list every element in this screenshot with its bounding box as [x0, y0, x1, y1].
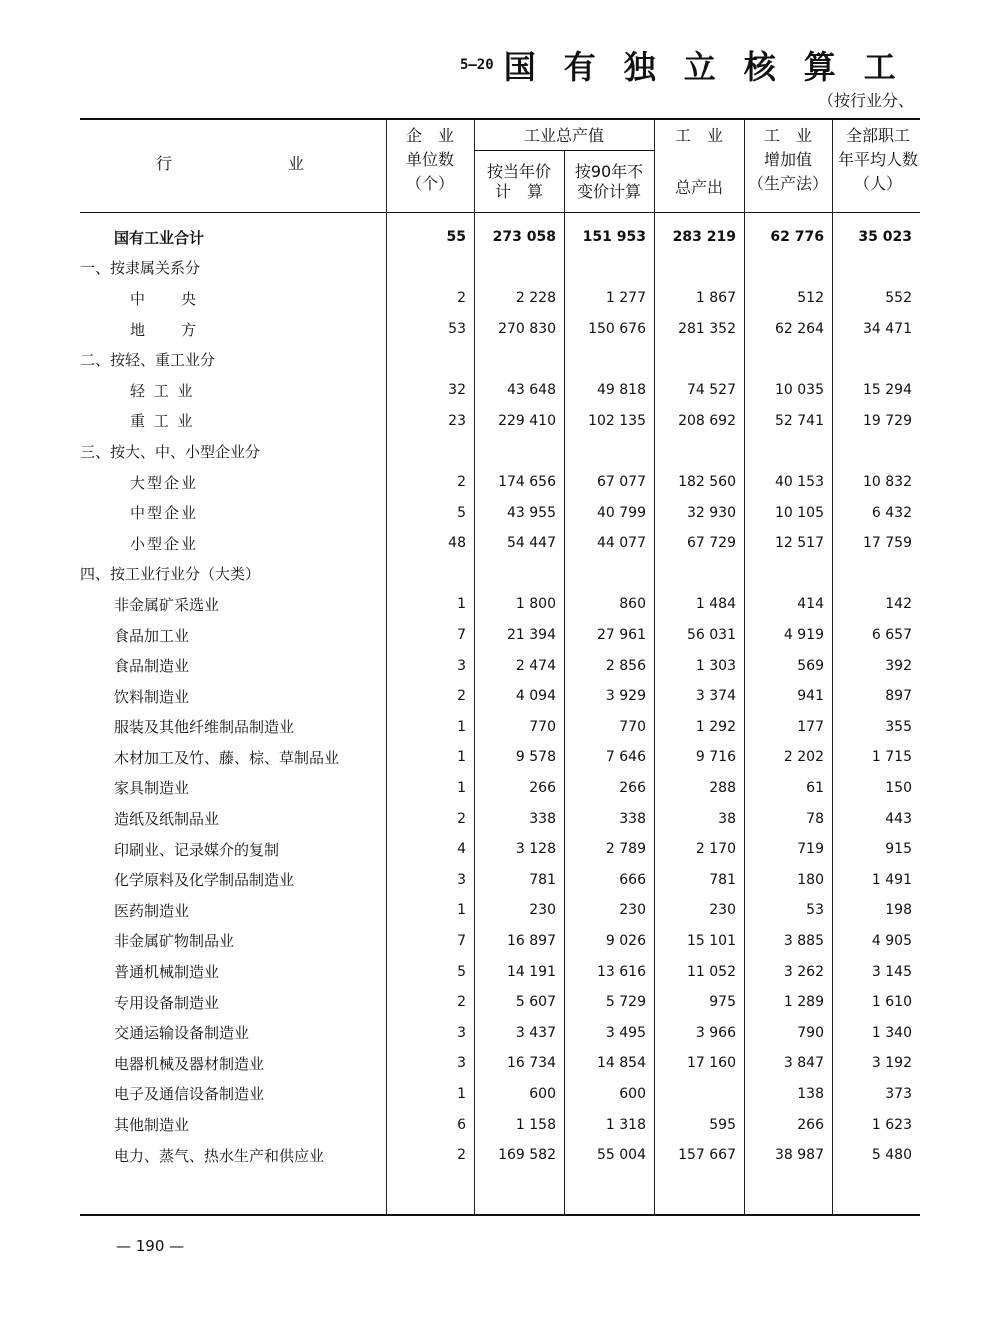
table-row [80, 1079, 920, 1110]
row-value: 1 [457, 1085, 466, 1102]
header-gross-current-line: 按当年价 [486, 162, 551, 181]
table-row [80, 1017, 920, 1048]
header-units [386, 124, 474, 196]
row-label: 地 方 [130, 320, 199, 339]
row-value: 781 [529, 871, 556, 888]
row-value: 266 [619, 779, 646, 796]
row-value: 3 128 [515, 841, 556, 858]
row-value: 600 [619, 1085, 646, 1102]
row-value: 11 052 [687, 963, 736, 980]
row-value: 174 656 [498, 474, 556, 491]
row-value: 56 031 [687, 627, 736, 644]
row-value: 182 560 [678, 474, 736, 491]
row-value: 198 [885, 902, 912, 919]
row-label: 重 工 业 [130, 412, 195, 431]
header-added-value-line: 增加值 [763, 150, 812, 169]
row-value: 138 [797, 1085, 824, 1102]
row-value [654, 1079, 744, 1110]
row-value: 177 [797, 718, 824, 735]
row-value: 288 [709, 779, 736, 796]
row-value [564, 253, 654, 284]
row-value: 1 340 [871, 1024, 912, 1041]
row-value: 180 [797, 871, 824, 888]
row-value: 3 [457, 1055, 466, 1072]
row-value [744, 253, 832, 284]
row-value [564, 559, 654, 590]
row-label: 电子及通信设备制造业 [114, 1085, 265, 1104]
header-employees-line: 年平均人数 [837, 150, 918, 169]
row-label: 化学原料及化学制品制造业 [114, 871, 295, 890]
row-value: 1 484 [695, 596, 736, 613]
row-value: 229 410 [498, 412, 556, 429]
table-row [80, 895, 920, 926]
row-value: 48 [448, 535, 466, 552]
row-label: 大型企业 [130, 473, 199, 492]
row-label: 其他制造业 [114, 1116, 190, 1135]
row-value: 3 145 [871, 963, 912, 980]
table-row [80, 803, 920, 834]
row-value: 2 [457, 290, 466, 307]
row-value: 230 [709, 902, 736, 919]
header-gross-current [474, 162, 564, 202]
row-value: 9 578 [515, 749, 556, 766]
row-value: 897 [885, 688, 912, 705]
row-value [832, 344, 920, 375]
table-row [80, 283, 920, 314]
row-value: 2 789 [605, 841, 646, 858]
row-value: 14 191 [507, 963, 556, 980]
row-value: 32 [448, 382, 466, 399]
table-title [460, 42, 924, 88]
row-value [386, 559, 474, 590]
row-value: 230 [529, 902, 556, 919]
section-row [80, 344, 920, 375]
row-value: 1 292 [695, 718, 736, 735]
row-value: 40 799 [597, 504, 646, 521]
row-value [386, 344, 474, 375]
row-value: 7 646 [605, 749, 646, 766]
row-value: 283 219 [672, 229, 736, 246]
row-value: 790 [797, 1024, 824, 1041]
row-value [744, 344, 832, 375]
row-value: 1 303 [695, 657, 736, 674]
row-value: 3 929 [605, 688, 646, 705]
row-label: 专用设备制造业 [114, 993, 220, 1012]
row-value: 13 616 [597, 963, 646, 980]
row-label: 非金属矿物制品业 [114, 932, 235, 951]
row-value: 1 867 [695, 290, 736, 307]
row-value: 338 [619, 810, 646, 827]
row-value: 2 [457, 474, 466, 491]
row-value: 512 [797, 290, 824, 307]
row-value: 43 955 [507, 504, 556, 521]
row-label: 家具制造业 [114, 779, 190, 798]
row-value: 2 474 [515, 657, 556, 674]
row-value: 49 818 [597, 382, 646, 399]
row-value: 67 077 [597, 474, 646, 491]
row-value [474, 253, 564, 284]
row-value: 55 [446, 229, 466, 246]
row-value: 2 [457, 994, 466, 1011]
row-value: 150 676 [588, 321, 646, 338]
header-gross-constant [564, 162, 654, 202]
row-value: 3 847 [783, 1055, 824, 1072]
table-row [80, 406, 920, 437]
row-label: 三、按大、中、小型企业分 [80, 442, 261, 461]
row-value: 1 610 [871, 994, 912, 1011]
row-value: 1 289 [783, 994, 824, 1011]
row-value: 1 277 [605, 290, 646, 307]
table-row [80, 620, 920, 651]
row-value: 62 776 [770, 229, 824, 246]
table-row [80, 1109, 920, 1140]
header-employees-line: （人） [853, 174, 902, 193]
row-value: 414 [797, 596, 824, 613]
row-value [474, 436, 564, 467]
row-value: 27 961 [597, 627, 646, 644]
row-value: 1 158 [515, 1116, 556, 1133]
row-value: 3 495 [605, 1024, 646, 1041]
row-value: 552 [885, 290, 912, 307]
row-value: 1 715 [871, 749, 912, 766]
row-value [564, 436, 654, 467]
row-label: 非金属矿采选业 [114, 595, 220, 614]
row-value: 34 471 [863, 321, 912, 338]
row-value: 19 729 [863, 412, 912, 429]
row-value: 1 [457, 749, 466, 766]
row-value: 14 854 [597, 1055, 646, 1072]
row-value: 1 623 [871, 1116, 912, 1133]
row-value: 4 [457, 841, 466, 858]
row-value: 4 094 [515, 688, 556, 705]
row-value [832, 253, 920, 284]
table-row [80, 834, 920, 865]
row-value: 2 228 [515, 290, 556, 307]
table-row [80, 1048, 920, 1079]
row-value [386, 253, 474, 284]
table-row [80, 987, 920, 1018]
header-industry: 行 业 [155, 154, 310, 173]
row-value: 266 [797, 1116, 824, 1133]
row-value: 1 [457, 596, 466, 613]
row-value: 666 [619, 871, 646, 888]
row-value: 3 262 [783, 963, 824, 980]
row-label: 印刷业、记录媒介的复制 [114, 840, 280, 859]
row-value: 40 153 [775, 474, 824, 491]
row-label: 国有工业合计 [114, 228, 205, 247]
row-value: 15 294 [863, 382, 912, 399]
row-value: 2 [457, 1147, 466, 1164]
header-units-line: （个） [405, 174, 454, 193]
total-row [80, 222, 920, 253]
row-value [654, 559, 744, 590]
table-row [80, 589, 920, 620]
row-value: 1 318 [605, 1116, 646, 1133]
row-value: 10 105 [775, 504, 824, 521]
row-value: 2 856 [605, 657, 646, 674]
header-units-line: 单位数 [405, 150, 454, 169]
header-added-value [744, 124, 832, 196]
row-label: 普通机械制造业 [114, 963, 220, 982]
row-value: 10 832 [863, 474, 912, 491]
row-value: 3 192 [871, 1055, 912, 1072]
row-value: 4 905 [871, 932, 912, 949]
row-value: 7 [457, 627, 466, 644]
row-label: 服装及其他纤维制品制造业 [114, 718, 295, 737]
row-label: 医药制造业 [114, 901, 190, 920]
row-value: 74 527 [687, 382, 736, 399]
row-label: 电器机械及器材制造业 [114, 1054, 265, 1073]
row-value [386, 436, 474, 467]
row-value: 2 202 [783, 749, 824, 766]
row-value: 4 919 [783, 627, 824, 644]
row-label: 一、按隶属关系分 [80, 259, 201, 278]
row-value: 12 517 [775, 535, 824, 552]
row-value: 16 734 [507, 1055, 556, 1072]
header-added-value-line: 工 业 [763, 126, 812, 145]
row-value: 975 [709, 994, 736, 1011]
row-value: 392 [885, 657, 912, 674]
row-value: 3 885 [783, 932, 824, 949]
row-value: 273 058 [492, 229, 556, 246]
row-value: 7 [457, 932, 466, 949]
row-value: 10 035 [775, 382, 824, 399]
table-number: 5—20 [460, 57, 494, 73]
row-value: 5 607 [515, 994, 556, 1011]
row-value: 5 729 [605, 994, 646, 1011]
row-value: 1 [457, 718, 466, 735]
row-value: 102 135 [588, 412, 646, 429]
table-subtitle: （按行业分、 [818, 91, 915, 110]
row-value: 21 394 [507, 627, 556, 644]
row-value: 54 447 [507, 535, 556, 552]
table-row [80, 773, 920, 804]
header-employees [832, 124, 924, 196]
row-value: 61 [806, 779, 824, 796]
row-value: 6 432 [871, 504, 912, 521]
row-value: 16 897 [507, 932, 556, 949]
header-sales [654, 124, 744, 200]
header-gross-constant-line: 变价计算 [576, 182, 641, 201]
row-value: 2 [457, 810, 466, 827]
row-value: 1 491 [871, 871, 912, 888]
row-value [832, 559, 920, 590]
row-value: 23 [448, 412, 466, 429]
row-value: 38 [718, 810, 736, 827]
row-value: 281 352 [678, 321, 736, 338]
row-value: 1 [457, 779, 466, 796]
row-value [744, 436, 832, 467]
section-row [80, 436, 920, 467]
header-units-line: 企 业 [405, 126, 454, 145]
header-gross-output: 工业总产值 [523, 126, 604, 145]
row-label: 小型企业 [130, 534, 199, 553]
table-row [80, 681, 920, 712]
row-value: 230 [619, 902, 646, 919]
header-gross-constant-line: 按90年不 [574, 162, 644, 181]
row-value: 3 [457, 1024, 466, 1041]
row-label: 食品加工业 [114, 626, 190, 645]
row-value: 151 953 [582, 229, 646, 246]
row-label: 造纸及纸制品业 [114, 810, 220, 829]
table-row [80, 650, 920, 681]
table-row [80, 528, 920, 559]
row-label: 中 央 [130, 289, 199, 308]
row-value: 142 [885, 596, 912, 613]
row-value: 6 657 [871, 627, 912, 644]
row-value: 595 [709, 1116, 736, 1133]
row-value: 52 741 [775, 412, 824, 429]
row-value: 5 [457, 504, 466, 521]
table-row [80, 926, 920, 957]
row-value: 355 [885, 718, 912, 735]
table-row [80, 864, 920, 895]
row-value: 719 [797, 841, 824, 858]
row-value: 9 716 [695, 749, 736, 766]
row-value: 770 [619, 718, 646, 735]
row-value: 62 264 [775, 321, 824, 338]
row-value: 915 [885, 841, 912, 858]
row-value: 3 [457, 657, 466, 674]
header-bottom-rule [80, 212, 920, 213]
header-employees-line: 全部职工 [845, 126, 910, 145]
row-value: 3 374 [695, 688, 736, 705]
row-value: 1 [457, 902, 466, 919]
row-label: 中型企业 [130, 504, 199, 523]
row-value: 860 [619, 596, 646, 613]
row-value [564, 344, 654, 375]
row-value: 208 692 [678, 412, 736, 429]
data-table [80, 222, 920, 1170]
row-value: 770 [529, 718, 556, 735]
row-value [654, 344, 744, 375]
row-value [474, 559, 564, 590]
row-value: 600 [529, 1085, 556, 1102]
row-value: 3 966 [695, 1024, 736, 1041]
row-value: 5 480 [871, 1147, 912, 1164]
row-value: 3 [457, 871, 466, 888]
row-value: 53 [448, 321, 466, 338]
row-value: 9 026 [605, 932, 646, 949]
row-value: 17 759 [863, 535, 912, 552]
table-row [80, 314, 920, 345]
row-value: 781 [709, 871, 736, 888]
row-value: 5 [457, 963, 466, 980]
row-value: 44 077 [597, 535, 646, 552]
row-value: 169 582 [498, 1147, 556, 1164]
row-value [474, 344, 564, 375]
row-value: 150 [885, 779, 912, 796]
row-label: 木材加工及竹、藤、棕、草制品业 [114, 748, 340, 767]
row-value: 941 [797, 688, 824, 705]
table-row [80, 712, 920, 743]
row-value [654, 253, 744, 284]
row-value: 338 [529, 810, 556, 827]
section-row [80, 253, 920, 284]
table-row [80, 1140, 920, 1171]
row-value: 78 [806, 810, 824, 827]
row-label: 轻 工 业 [130, 381, 195, 400]
row-value: 35 023 [858, 229, 912, 246]
row-value [832, 436, 920, 467]
row-label: 二、按轻、重工业分 [80, 351, 216, 370]
row-value: 1 800 [515, 596, 556, 613]
table-row [80, 375, 920, 406]
row-value: 43 648 [507, 382, 556, 399]
row-value: 266 [529, 779, 556, 796]
header-added-value-line: （生产法） [747, 174, 828, 193]
row-value: 67 729 [687, 535, 736, 552]
top-rule [80, 118, 920, 120]
row-label: 电力、蒸气、热水生产和供应业 [114, 1146, 325, 1165]
row-value: 373 [885, 1085, 912, 1102]
row-value [654, 436, 744, 467]
row-label: 饮料制造业 [114, 687, 190, 706]
header-sales-line: 工 业 [674, 126, 723, 145]
header-sales-line: 总产出 [674, 178, 723, 197]
row-label: 四、按工业行业分（大类） [80, 565, 261, 584]
table-row [80, 742, 920, 773]
table-title-text: 国有独立核算工 [503, 48, 924, 86]
table-row [80, 497, 920, 528]
row-value: 53 [806, 902, 824, 919]
row-label: 交通运输设备制造业 [114, 1024, 250, 1043]
row-value: 17 160 [687, 1055, 736, 1072]
row-value: 157 667 [678, 1147, 736, 1164]
table-row [80, 956, 920, 987]
row-value: 55 004 [597, 1147, 646, 1164]
row-value: 2 170 [695, 841, 736, 858]
row-label: 食品制造业 [114, 657, 190, 676]
row-value: 38 987 [775, 1147, 824, 1164]
row-value [744, 559, 832, 590]
row-value: 6 [457, 1116, 466, 1133]
section-row [80, 559, 920, 590]
row-value: 15 101 [687, 932, 736, 949]
row-value: 3 437 [515, 1024, 556, 1041]
bottom-rule [80, 1214, 920, 1216]
row-value: 32 930 [687, 504, 736, 521]
row-value: 270 830 [498, 321, 556, 338]
row-value: 569 [797, 657, 824, 674]
table-row [80, 467, 920, 498]
row-value: 2 [457, 688, 466, 705]
page-number: — 190 — [116, 1237, 185, 1255]
header-gross-current-line: 计 算 [494, 182, 543, 201]
row-value: 443 [885, 810, 912, 827]
